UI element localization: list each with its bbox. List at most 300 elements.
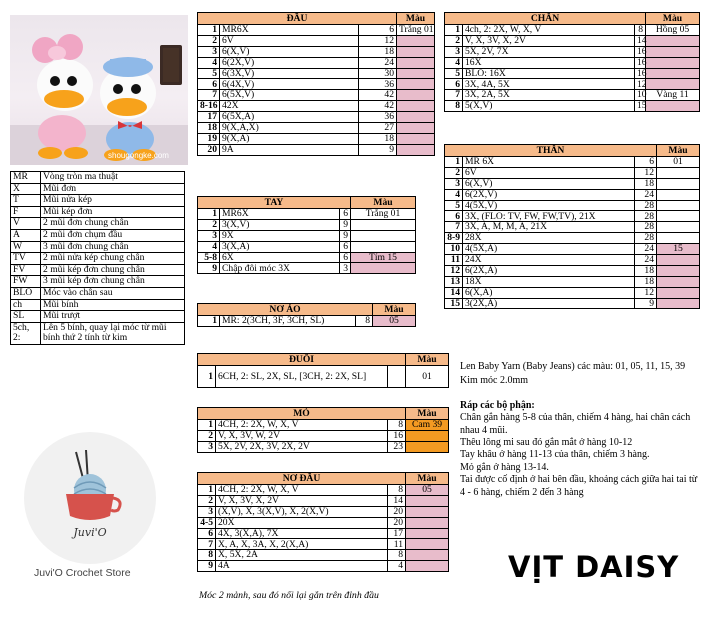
row-number: 1 xyxy=(198,420,216,431)
yarn-color xyxy=(351,241,416,252)
table-row xyxy=(445,200,700,211)
color-header: Màu xyxy=(397,13,435,25)
table-row xyxy=(198,316,416,327)
stitch-count: 28 xyxy=(635,222,657,233)
table-row xyxy=(198,209,416,220)
color-header: Màu xyxy=(646,13,700,25)
instruction: 3X, 4A, 5X xyxy=(463,79,635,90)
instruction: Chập đôi móc 3X xyxy=(220,263,340,274)
yarn-color xyxy=(406,495,449,506)
row-number: 1 xyxy=(198,316,220,327)
stitch-count: 17 xyxy=(388,528,406,539)
instruction: 3X, A, M, M, A, 21X xyxy=(463,222,635,233)
row-number: 4-5 xyxy=(198,517,216,528)
legend-desc: Móc vào chân sau xyxy=(41,287,185,299)
legend-abbr: V xyxy=(11,218,41,230)
legend-row xyxy=(11,241,185,253)
legend-desc: Mũi nửa kép xyxy=(41,195,185,207)
row-number: 2 xyxy=(198,35,220,46)
instruction: 6(2X,V) xyxy=(463,189,635,200)
legend-abbr: W xyxy=(11,241,41,253)
stitch-count: 24 xyxy=(359,57,397,68)
instruction: 6X xyxy=(220,252,340,263)
table-row xyxy=(198,101,435,112)
stitch-count: 14 xyxy=(635,35,646,46)
stitch-count: 16 xyxy=(635,46,646,57)
table-row xyxy=(198,133,435,144)
yarn-color xyxy=(397,144,435,155)
table-title: ĐUÔI xyxy=(198,354,406,366)
table-than xyxy=(444,144,700,309)
yarn-color xyxy=(397,46,435,57)
legend-desc: Vòng tròn ma thuật xyxy=(41,172,185,184)
row-number: 4 xyxy=(445,189,463,200)
stitch-count: 4 xyxy=(388,561,406,572)
notes-block xyxy=(460,361,700,499)
table-row xyxy=(445,244,700,255)
yarn-color xyxy=(657,222,700,233)
instruction: 20X xyxy=(216,517,388,528)
legend-desc: 2 mũi nửa kép chung chân xyxy=(41,253,185,265)
legend-desc: 2 mũi đơn chung chân xyxy=(41,218,185,230)
row-number: 2 xyxy=(198,219,220,230)
table-mo xyxy=(197,407,449,453)
table-row xyxy=(445,57,700,68)
color-header: Màu xyxy=(351,197,416,209)
table-no-ao xyxy=(197,303,416,327)
instruction: 6(X,A) xyxy=(463,287,635,298)
assembly-step: Tay khâu ở hàng 11-13 của thân, chiếm 3 hàng. xyxy=(460,449,650,461)
row-number: 3 xyxy=(198,46,220,57)
yarn-color: Hồng 05 xyxy=(646,25,700,36)
yarn-color: 01 xyxy=(657,157,700,168)
table-row xyxy=(445,276,700,287)
row-number: 13 xyxy=(445,276,463,287)
table-row xyxy=(198,441,449,452)
table-dau xyxy=(197,12,435,156)
instruction: 4(5X,V) xyxy=(463,200,635,211)
assembly-title: Ráp các bộ phận: xyxy=(460,399,535,411)
stitch-count: 24 xyxy=(635,189,657,200)
legend-abbr: ch xyxy=(11,299,41,311)
table-row xyxy=(198,68,435,79)
table-row xyxy=(445,167,700,178)
instruction: 6(5X,V) xyxy=(220,90,359,101)
row-number: 6 xyxy=(198,528,216,539)
row-number: 2 xyxy=(445,167,463,178)
yarn-color xyxy=(351,230,416,241)
legend-abbr: X xyxy=(11,183,41,195)
yarn-color xyxy=(397,79,435,90)
stitch-count: 18 xyxy=(635,276,657,287)
instruction: 3(X,A) xyxy=(220,241,340,252)
instruction: 3(X,V) xyxy=(220,219,340,230)
legend-desc: Mũi trượt xyxy=(41,311,185,323)
instruction: 6(X,V) xyxy=(220,46,359,57)
row-number: 1 xyxy=(198,209,220,220)
table-row xyxy=(445,211,700,222)
stitch-count: 8 xyxy=(356,316,373,327)
row-number: 3 xyxy=(198,230,220,241)
assembly-step: Chân gắn hàng 5-8 của thân, chiếm 4 hàng, hai chân cách nhau 4 mũi. xyxy=(460,412,691,436)
assembly-step: Tai được cố định ở hai bên đầu, khoảng cách giữa hai tai từ 4 - 6 hàng, chiếm 2 đến 3 hàng xyxy=(460,474,698,498)
legend-row xyxy=(11,172,185,184)
stitch-count: 9 xyxy=(359,144,397,155)
legend-abbr: BLO xyxy=(11,287,41,299)
stitch-count: 18 xyxy=(635,178,657,189)
stitch-count: 9 xyxy=(340,219,351,230)
photo-watermark: shougongke.com xyxy=(108,151,169,160)
row-number: 8 xyxy=(198,550,216,561)
color-header: Màu xyxy=(657,145,700,157)
stitch-count: 28 xyxy=(635,200,657,211)
legend-abbr: SL xyxy=(11,311,41,323)
row-number: 1 xyxy=(445,25,463,36)
row-number: 18 xyxy=(198,123,220,134)
row-number: 3 xyxy=(445,178,463,189)
assembly-step: Mỏ gắn ở hàng 13-14. xyxy=(460,461,549,473)
row-number: 4 xyxy=(198,241,220,252)
stitch-count: 6 xyxy=(340,252,351,263)
table-row xyxy=(198,57,435,68)
row-number: 4 xyxy=(445,57,463,68)
assembly-step: Thêu lông mi sau đó gắn mắt ở hàng 10-12 xyxy=(460,437,633,449)
table-row xyxy=(445,157,700,168)
table-chan xyxy=(444,12,700,112)
stitch-count: 42 xyxy=(359,101,397,112)
stitch-count xyxy=(388,366,406,388)
stitch-count: 18 xyxy=(359,46,397,57)
color-header: Màu xyxy=(406,473,449,485)
stitch-count: 16 xyxy=(635,68,646,79)
yarn-color xyxy=(397,123,435,134)
stitch-count: 36 xyxy=(359,112,397,123)
legend-row xyxy=(11,287,185,299)
yarn-color xyxy=(657,189,700,200)
instruction: (X,V), X, 3(X,V), X, 2(X,V) xyxy=(216,506,388,517)
instruction: V, X, 3V, X, 2V xyxy=(463,35,635,46)
legend-abbr: TV xyxy=(11,253,41,265)
stitch-count: 18 xyxy=(635,265,657,276)
yarn-color xyxy=(406,506,449,517)
row-number: 5-8 xyxy=(198,252,220,263)
table-row xyxy=(198,517,449,528)
legend-desc: Lên 5 bính, quay lại móc từ mũi bính thứ 2 tính từ kim xyxy=(41,322,185,344)
yarn-color xyxy=(646,46,700,57)
stitch-count: 12 xyxy=(359,35,397,46)
instruction: 9(X,A,X) xyxy=(220,123,359,134)
table-row xyxy=(445,25,700,36)
table-row xyxy=(445,68,700,79)
table-title: NƠ ÁO xyxy=(198,304,373,316)
stitch-count: 24 xyxy=(635,255,657,266)
table-row xyxy=(198,550,449,561)
pattern-title: VỊT DAISY xyxy=(508,550,680,584)
brand-logo xyxy=(24,432,156,564)
instruction: 4(5X,A) xyxy=(463,244,635,255)
table-title: CHÂN xyxy=(445,13,646,25)
legend-desc: 3 mũi kép đơn chung chân xyxy=(41,276,185,288)
stitch-count: 28 xyxy=(635,233,657,244)
table-row xyxy=(198,35,435,46)
yarn-color xyxy=(657,178,700,189)
row-number: 1 xyxy=(445,157,463,168)
instruction: 6(2X,A) xyxy=(463,265,635,276)
stitch-count: 6 xyxy=(340,209,351,220)
instruction: 6(X,V) xyxy=(463,178,635,189)
yarn-color: Cam 39 xyxy=(406,420,449,431)
yarn-color xyxy=(657,167,700,178)
stitch-count: 24 xyxy=(635,244,657,255)
table-row xyxy=(198,112,435,123)
logo-text: Juvi'O xyxy=(73,526,107,539)
row-number: 17 xyxy=(198,112,220,123)
yarn-color xyxy=(406,528,449,539)
instruction: 6(3X,V) xyxy=(220,68,359,79)
instruction: 5(X,V) xyxy=(463,101,635,112)
yarn-color xyxy=(657,287,700,298)
legend-abbr: F xyxy=(11,206,41,218)
yarn-color xyxy=(397,68,435,79)
row-number: 8-9 xyxy=(445,233,463,244)
table-row xyxy=(445,265,700,276)
row-number: 15 xyxy=(445,298,463,309)
table-row xyxy=(445,101,700,112)
instruction: 4CH, 2: 2X, W, X, V xyxy=(216,420,388,431)
color-header: Màu xyxy=(406,354,449,366)
instruction: 3(2X,A) xyxy=(463,298,635,309)
instruction: 3X, 2A, 5X xyxy=(463,90,635,101)
row-number: 3 xyxy=(198,441,216,452)
legend-desc: 2 mũi đơn chụm đầu xyxy=(41,229,185,241)
instruction: V, X, 3V, X, 2V xyxy=(216,495,388,506)
stitch-count: 11 xyxy=(388,539,406,550)
legend-row xyxy=(11,276,185,288)
table-row xyxy=(445,90,700,101)
yarn-color: Trắng 01 xyxy=(397,25,435,36)
row-number: 9 xyxy=(198,263,220,274)
table-title: NƠ ĐẦU xyxy=(198,473,406,485)
table-row xyxy=(198,252,416,263)
row-number: 3 xyxy=(445,46,463,57)
table-row xyxy=(198,25,435,36)
instruction: 24X xyxy=(463,255,635,266)
instruction: MR6X xyxy=(220,25,359,36)
row-number: 20 xyxy=(198,144,220,155)
abbreviation-legend xyxy=(10,171,185,345)
legend-desc: Mũi đơn xyxy=(41,183,185,195)
yarn-color xyxy=(351,219,416,230)
table-title: TAY xyxy=(198,197,351,209)
table-row xyxy=(445,79,700,90)
table-title: MỎ xyxy=(198,408,406,420)
row-number: 8 xyxy=(445,101,463,112)
instruction: 6(2X,V) xyxy=(220,57,359,68)
yarn-color xyxy=(646,35,700,46)
stitch-count: 16 xyxy=(388,430,406,441)
row-number: 2 xyxy=(198,495,216,506)
instruction: V, X, 3V, W, 2V xyxy=(216,430,388,441)
store-name: Juvi'O Crochet Store xyxy=(34,567,131,579)
legend-abbr: FV xyxy=(11,264,41,276)
legend-row xyxy=(11,218,185,230)
table-row xyxy=(198,241,416,252)
table-row xyxy=(198,495,449,506)
row-number: 14 xyxy=(445,287,463,298)
legend-row xyxy=(11,195,185,207)
stitch-count: 14 xyxy=(388,495,406,506)
yarn-color xyxy=(397,90,435,101)
stitch-count: 8 xyxy=(388,485,406,496)
table-row xyxy=(198,561,449,572)
table-row xyxy=(198,46,435,57)
table-row xyxy=(445,46,700,57)
stitch-count: 8 xyxy=(388,420,406,431)
yarn-color xyxy=(406,561,449,572)
row-number: 7 xyxy=(198,539,216,550)
legend-desc: Mũi bính xyxy=(41,299,185,311)
row-number: 5 xyxy=(445,200,463,211)
yarn-color xyxy=(397,133,435,144)
instruction: MR6X xyxy=(220,209,340,220)
hook-note: Kim móc 2.0mm xyxy=(460,375,529,387)
color-header: Màu xyxy=(406,408,449,420)
stitch-count: 20 xyxy=(388,517,406,528)
stitch-count: 9 xyxy=(635,298,657,309)
yarn-color xyxy=(657,265,700,276)
row-number: 1 xyxy=(198,25,220,36)
row-number: 7 xyxy=(198,90,220,101)
instruction: X, 5X, 2A xyxy=(216,550,388,561)
legend-abbr: FW xyxy=(11,276,41,288)
row-number: 1 xyxy=(198,485,216,496)
yarn-color xyxy=(646,79,700,90)
stitch-count: 20 xyxy=(388,506,406,517)
stitch-count: 12 xyxy=(635,79,646,90)
instruction: 6(4X,V) xyxy=(220,79,359,90)
table-tay xyxy=(197,196,416,274)
row-number: 2 xyxy=(445,35,463,46)
legend-desc: 2 mũi kép đơn chung chân xyxy=(41,264,185,276)
instruction: 6V xyxy=(463,167,635,178)
stitch-count: 6 xyxy=(340,241,351,252)
table-row xyxy=(198,420,449,431)
instruction: 4X, 3(X,A), 7X xyxy=(216,528,388,539)
table-title: ĐẦU xyxy=(198,13,397,25)
instruction: 6V xyxy=(220,35,359,46)
row-number: 5 xyxy=(198,68,220,79)
stitch-count: 12 xyxy=(635,167,657,178)
row-number: 5 xyxy=(445,68,463,79)
row-number: 10 xyxy=(445,244,463,255)
legend-desc: 3 mũi đơn chung chân xyxy=(41,241,185,253)
table-row xyxy=(198,219,416,230)
yarn-color xyxy=(351,263,416,274)
legend-row xyxy=(11,264,185,276)
table-row xyxy=(445,298,700,309)
table-row xyxy=(198,90,435,101)
color-header: Màu xyxy=(373,304,416,316)
legend-abbr: MR xyxy=(11,172,41,184)
yarn-color xyxy=(397,112,435,123)
legend-abbr: 5ch, 2: xyxy=(11,322,41,344)
legend-row xyxy=(11,299,185,311)
instruction: 4A xyxy=(216,561,388,572)
row-number: 6 xyxy=(445,79,463,90)
instruction: 18X xyxy=(463,276,635,287)
instruction: 9X xyxy=(220,230,340,241)
yarn-color xyxy=(657,200,700,211)
table-row xyxy=(198,144,435,155)
table-row xyxy=(198,263,416,274)
yarn-cup-icon xyxy=(24,432,156,564)
stitch-count: 6 xyxy=(359,25,397,36)
stitch-count: 9 xyxy=(340,230,351,241)
yarn-color: 01 xyxy=(406,366,449,388)
yarn-color xyxy=(406,441,449,452)
instruction: 5X, 2V, 7X xyxy=(463,46,635,57)
table-row xyxy=(198,506,449,517)
yarn-color xyxy=(406,517,449,528)
row-number: 8-16 xyxy=(198,101,220,112)
stitch-count: 28 xyxy=(635,211,657,222)
legend-desc: Mũi kép đơn xyxy=(41,206,185,218)
table-row xyxy=(445,233,700,244)
stitch-count: 3 xyxy=(340,263,351,274)
row-number: 2 xyxy=(198,430,216,441)
legend-row xyxy=(11,322,185,344)
yarn-color xyxy=(657,276,700,287)
instruction: 42X xyxy=(220,101,359,112)
legend-row xyxy=(11,311,185,323)
instruction: 3X, (FLO: TV, FW, FW,TV), 21X xyxy=(463,211,635,222)
instruction: 28X xyxy=(463,233,635,244)
row-number: 12 xyxy=(445,265,463,276)
yarn-color xyxy=(646,57,700,68)
stitch-count: 8 xyxy=(635,25,646,36)
instruction: 6(5X,A) xyxy=(220,112,359,123)
table-title: THÂN xyxy=(445,145,657,157)
stitch-count: 15 xyxy=(635,101,646,112)
stitch-count: 27 xyxy=(359,123,397,134)
table-row xyxy=(445,255,700,266)
instruction: 4CH, 2: 2X, W, X, V xyxy=(216,485,388,496)
legend-abbr: T xyxy=(11,195,41,207)
table-row xyxy=(445,178,700,189)
table-row xyxy=(198,528,449,539)
instruction: 9(X,A) xyxy=(220,133,359,144)
stitch-count: 16 xyxy=(635,57,646,68)
table-row xyxy=(445,287,700,298)
yarn-color xyxy=(406,539,449,550)
legend-row xyxy=(11,206,185,218)
yarn-color: 05 xyxy=(373,316,416,327)
stitch-count: 10 xyxy=(635,90,646,101)
yarn-color xyxy=(406,550,449,561)
instruction: MR 6X xyxy=(463,157,635,168)
table-row xyxy=(198,430,449,441)
table-row xyxy=(198,123,435,134)
table-row xyxy=(198,230,416,241)
assembly-list xyxy=(460,412,700,499)
legend-row xyxy=(11,229,185,241)
instruction: 6CH, 2: SL, 2X, SL, [3CH, 2: 2X, SL] xyxy=(216,366,388,388)
instruction: 9A xyxy=(220,144,359,155)
yarn-color xyxy=(397,57,435,68)
stitch-count: 42 xyxy=(359,90,397,101)
row-number: 3 xyxy=(198,506,216,517)
row-number: 11 xyxy=(445,255,463,266)
